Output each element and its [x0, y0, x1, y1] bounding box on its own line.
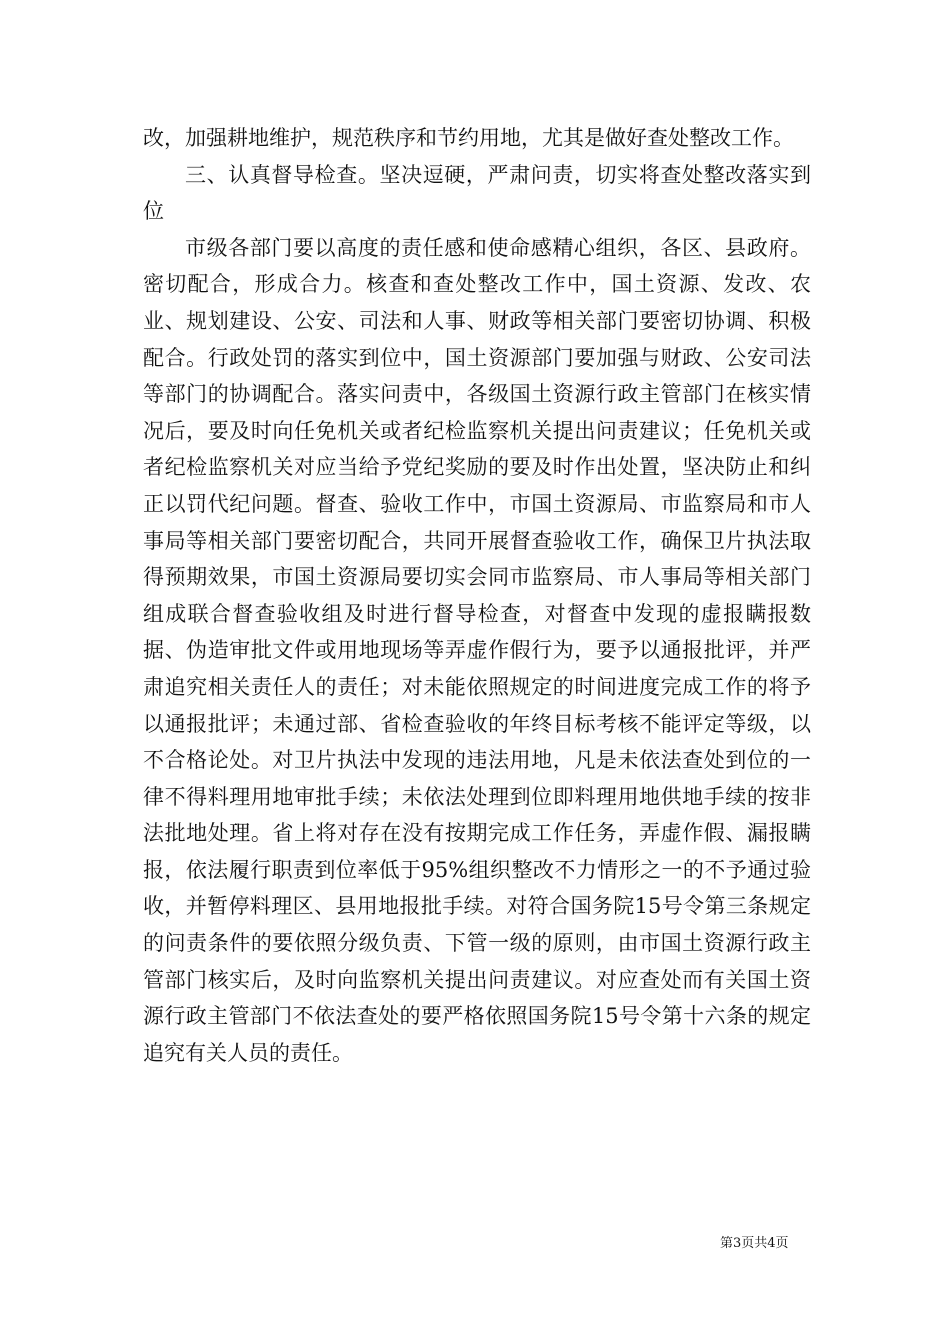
section-heading-three: 三、认真督导检查。坚决逗硬，严肃问责，切实将查处整改落实到位: [143, 162, 811, 224]
paragraph-continued: 改，加强耕地维护，规范秩序和节约用地，尤其是做好查处整改工作。: [143, 126, 794, 150]
paragraph-main: 市级各部门要以高度的责任感和使命感精心组织，各区、县政府。密切配合，形成合力。核查和查处整改工作中，国土资源、发改、农业、规划建设、公安、司法和人事、财政等相关部门要密切协调、积极配合。行政处罚的落实到位中，国土资源部门要加强与财政、公安司法等部门的协调配合。落实问责中，各级国土资源行政主管部门在核实情况后，要及时向任免机关或者纪检监察机关提出问责建议；任免机关或者纪检监察机关对应当给予党纪奖励的要及时作出处置，坚决防止和纠正以罚代纪问题。督查、验收工作中，市国土资源局、市监察局和市人事局等相关部门要密切配合，共同开展督查验收工作，确保卫片执法取得预期效果，市国土资源局要切实会同市监察局、市人事局等相关部门组成联合督查验收组及时进行督导检查，对督查中发现的虚报瞒报数据、伪造审批文件或用地现场等弄虚作假行为，要予以通报批评，并严肃追究相关责任人的责任；对未能依照规定的时间进度完成工作的将予以通报批评；未通过部、省检查验收的年终目标考核不能评定等级，以不合格论处。对卫片执法中发现的违法用地，凡是未依法查处到位的一律不得料理用地审批手续；未依法处理到位即料理用地供地手续的按非法批地处理。省上将对存在没有按期完成工作任务，弄虚作假、漏报瞒报，依法履行职责到位率低于95%组织整改不力情形之一的不予通过验收，并暂停料理区、县用地报批手续。对符合国务院15号令第三条规定的问责条件的要依照分级负责、下管一级的原则，由市国土资源行政主管部门核实后，及时向监察机关提出问责建议。对应查处而有关国土资源行政主管部门不依法查处的要严格依照国务院15号令第十六条的规定追究有关人员的责任。: [143, 235, 811, 1065]
page-number: 第3页共4页: [720, 1236, 789, 1251]
document-body: [143, 120, 811, 1071]
